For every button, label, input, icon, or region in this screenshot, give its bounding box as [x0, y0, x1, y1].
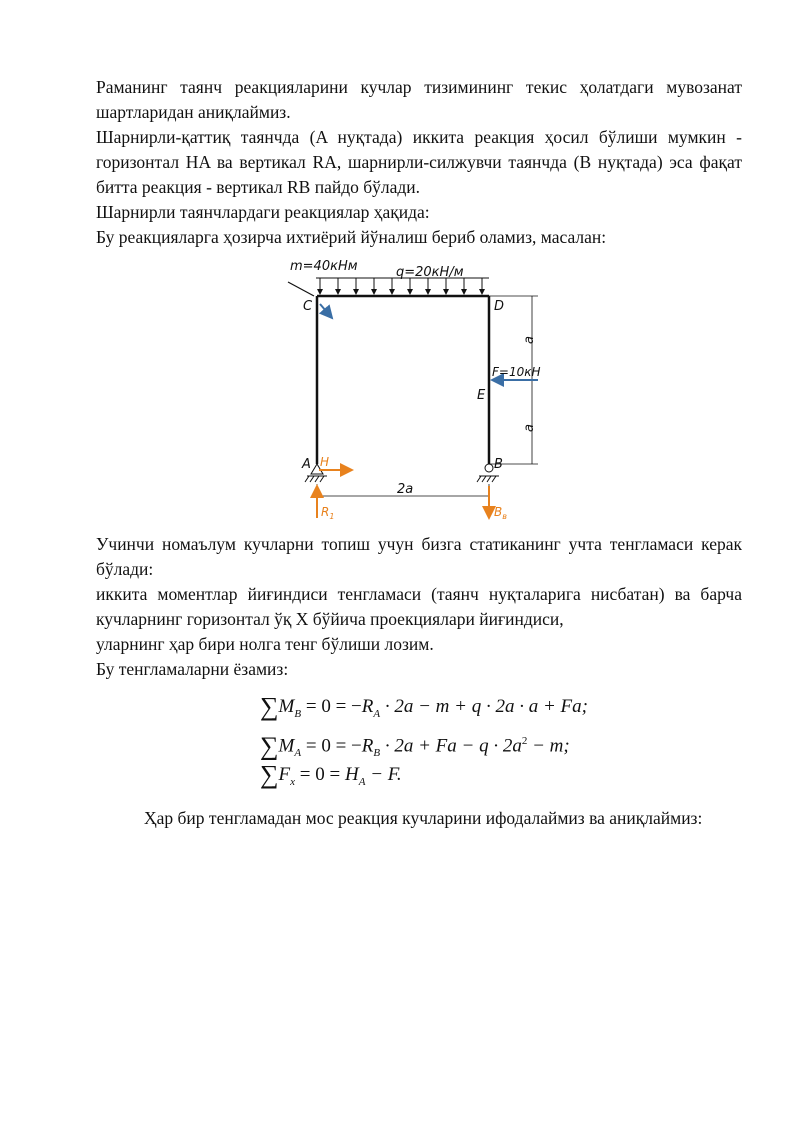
moment-label: m=40кНм [290, 259, 358, 274]
dimension-2a: 2a [397, 482, 414, 497]
equation-1: $\sum M_B = 0 = -R_A \cdot 2a - m + q \cdot 2a \cdot a + Fa$; [260, 692, 588, 721]
conclusion-text [96, 803, 742, 833]
paragraph: Шарнирли таянчлардаги реакциялар ҳақида: [96, 202, 430, 222]
node-d-label: D [494, 299, 505, 314]
node-a-label: A [302, 457, 311, 472]
equation-3: $\sum F_x = 0 = H_A - F$. [260, 760, 402, 789]
reaction-ra-label: $R_1$ [321, 505, 335, 521]
frame-members [317, 296, 489, 464]
paragraph: Раманинг таянч реакцияларини кучлар тизимининг текис ҳолатдаги мувозанат шартларидан аниқлаймиз. [96, 77, 742, 122]
paragraph: Шарнирли-қаттиқ таянчда (A нуқтада) иккита реакция ҳосил бўлиши мумкин - горизонтал HA ва вертикал RA, шарнирли-силжувчи таянчда (B нуқтада) эса фақат битта реакция - вертикал RB пайдо бўлади. [96, 127, 742, 197]
node-c-label: C [303, 299, 313, 314]
node-e-label: E [477, 388, 486, 403]
dimension-a-top: a [522, 336, 537, 344]
dimension-a-bottom: a [522, 424, 537, 432]
frame-diagram [270, 252, 570, 528]
intro-text [96, 75, 742, 250]
reaction-h-label: H [320, 455, 330, 469]
node-b-label: B [494, 457, 503, 472]
paragraph: Бу реакцияларга ҳозирча ихтиёрий йўналиш бериб оламиз, масалан: [96, 227, 607, 247]
force-f-label: F=10кН [492, 365, 541, 379]
paragraph: Ҳар бир тенгламадан мос реакция кучларини ифодалаймиз ва аниқлаймиз: [144, 808, 703, 828]
paragraph: уларнинг ҳар бири нолга тенг бўлиши лозим. [96, 634, 434, 654]
equation-2: $\sum M_A = 0 = -R_B \cdot 2a + Fa - q \cdot 2a^2 - m$; [260, 731, 570, 761]
paragraph: Учинчи номаълум кучларни топиш учун бизга статиканинг учта тенгламаси керак бўлади: [96, 534, 742, 579]
reaction-rb-label: $B_в$ [494, 505, 507, 521]
load-label: q=20кН/м [396, 265, 464, 280]
equations [260, 690, 660, 792]
paragraph: Бу тенгламаларни ёзамиз: [96, 659, 289, 679]
paragraph: иккита моментлар йиғиндиси тенгламаси (таянч нуқталарига нисбатан) ва барча кучларнинг горизонтал ўқ X бўйича проекциялари йиғиндиси, [96, 584, 742, 629]
explanation-text [96, 532, 742, 682]
distributed-load [316, 278, 489, 294]
